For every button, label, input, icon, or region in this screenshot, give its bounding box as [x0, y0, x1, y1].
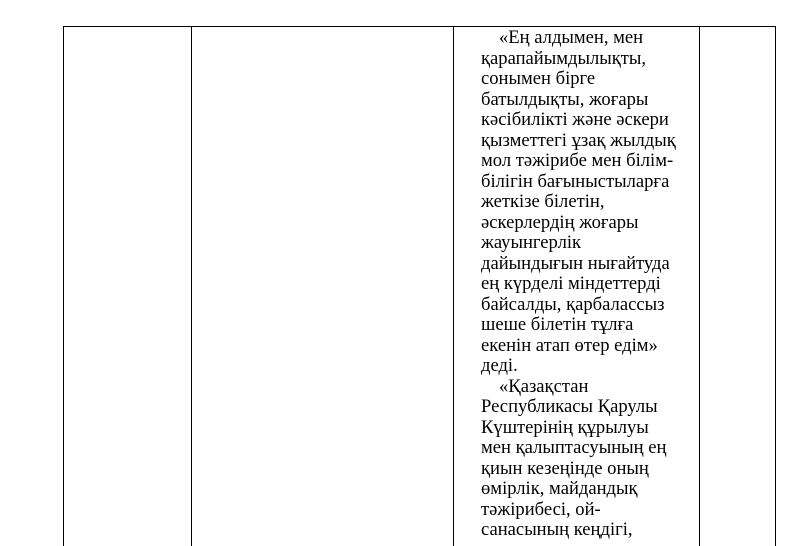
text-line: сонымен бірге: [481, 68, 596, 89]
text-line: Республикасы Қарулы: [481, 396, 658, 417]
text-line: қиын кезеңінде оның: [481, 457, 649, 479]
table-cell-2: [192, 27, 454, 546]
text-line: екенін атап өтер едім»: [481, 334, 658, 356]
text-line: өмірлік, майдандық: [481, 478, 638, 499]
text-line: кәсібилікті және әскери: [481, 109, 669, 130]
text-line: батылдықты, жоғары: [481, 88, 649, 110]
text-line: қарапайымдылықты,: [481, 47, 647, 69]
table-cell-3: [454, 27, 700, 546]
text-line: тәжірибесі, ой-: [481, 498, 601, 520]
quote-paragraph-1: [481, 28, 699, 377]
text-line: білігін бағыныстыларға: [481, 170, 670, 192]
text-line: «Ең алдымен, мен: [499, 27, 644, 48]
text-line: «Қазақстан: [499, 375, 589, 397]
table-cell-1: [64, 27, 192, 546]
text-line: қызметтегі ұзақ жылдық: [481, 129, 676, 151]
text-line: байсалды, қарбаласcыз: [481, 293, 665, 315]
text-line: шеше білетін тұлға: [481, 314, 634, 335]
text-line: жеткізе білетін,: [481, 191, 605, 212]
text-line: мол тәжірибе мен білім-: [481, 150, 674, 171]
text-line: жауынгерлік: [481, 232, 582, 253]
text-line: Күштерінің құрылуы: [481, 416, 649, 438]
quote-paragraph-2: [481, 377, 699, 541]
text-line: мен қалыптасуының ең: [481, 437, 667, 458]
text-line: санасының кеңдігі,: [481, 519, 633, 540]
text-line: деді.: [481, 355, 518, 376]
table-cell-4: [700, 27, 776, 546]
table-row: [64, 27, 776, 546]
text-line: әскерлердің жоғары: [481, 211, 639, 233]
content-table: [63, 26, 776, 546]
text-line: ең күрделі міндеттерді: [481, 273, 661, 294]
text-line: дайындығын нығайтуда: [481, 252, 670, 274]
